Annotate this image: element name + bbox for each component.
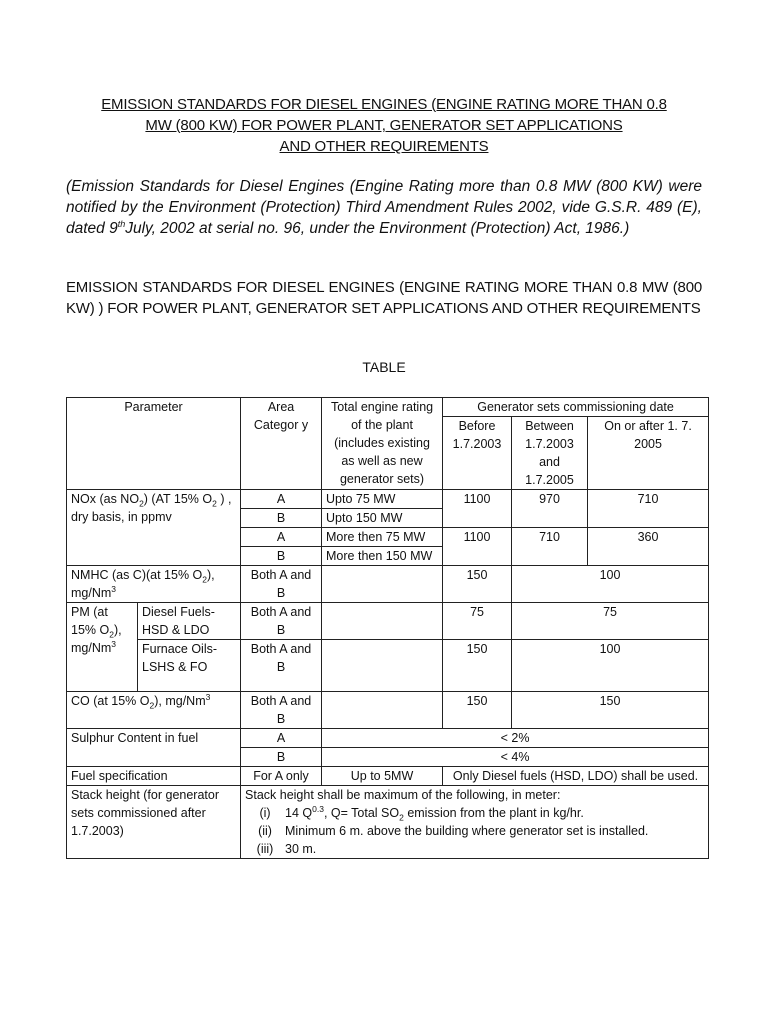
table-row [67,566,709,603]
rating-cell: More then 75 MW [322,528,443,547]
stack-list [245,804,704,858]
rating-cell: Upto 150 MW [322,509,443,528]
co-label: CO (at 15% $O_2$), mg/Nm$^3$ [67,692,241,729]
area-cell: Both A and B [241,603,322,640]
stack-requirements [241,786,709,859]
area-cell: B [241,509,322,528]
value-cell: 1100 [443,490,512,528]
table-row [67,767,709,786]
area-cell: Both A and B [241,692,322,729]
sulphur-label: Sulphur Content in fuel [67,729,241,767]
header-row [67,398,709,417]
header-commissioning: Generator sets commissioning date [443,398,709,417]
value-cell: 1100 [443,528,512,566]
header-area: Area Categor y [241,398,322,490]
rating-cell: Up to 5MW [322,767,443,786]
rating-cell [322,603,443,640]
value-cell: 360 [588,528,709,566]
header-rating: Total engine rating of the plant (includes existing as well as new generator sets) [322,398,443,490]
stack-label: Stack height (for generator sets commissioned after 1.7.2003) [67,786,241,859]
header-parameter: Parameter [67,398,241,490]
value-cell: 75 [443,603,512,640]
title-line-1: EMISSION STANDARDS FOR DIESEL ENGINES (ENGINE RATING MORE THAN 0.8 [101,96,667,113]
table-caption: TABLE [362,359,406,375]
value-cell: 970 [512,490,588,528]
table-row [67,692,709,729]
fuel-label: Fuel specification [67,767,241,786]
pm-label: PM (at 15% $O_2$), mg/Nm$^3$ [67,603,138,692]
table-row [67,640,709,692]
area-cell: Both A and B [241,566,322,603]
table-row [67,490,709,509]
stack-intro: Stack height shall be maximum of the following, in meter: [245,788,561,802]
rating-cell: Upto 75 MW [322,490,443,509]
emission-standards-table [66,397,709,859]
nox-label: NOx (as $NO_2$) (AT 15% $O_2$ ) , dry basis, in ppmv [67,490,241,566]
list-item: (iii) 30 m. [256,842,317,856]
value-cell: 150 [512,692,709,729]
header-before: Before 1.7.2003 [443,417,512,490]
list-item: (ii) Minimum 6 m. above the building where generator set is installed. [258,824,649,838]
table-row [67,786,709,859]
rating-cell [322,692,443,729]
value-cell: < 4% [322,748,709,767]
title-line-3: AND OTHER REQUIREMENTS [279,138,489,155]
area-cell: A [241,490,322,509]
notification-note: (Emission Standards for Diesel Engines (Engine Rating more than 0.8 MW (800 KW) were notified by the Environment (Protection) Third Amendment Rules 2002, vide G.S.R. 489 (E), dated 9thJuly, 2002 at serial no. 96, under the Environment (Protection) Act, 1986.) [66,178,702,237]
value-cell: 75 [512,603,709,640]
rating-cell: More then 150 MW [322,547,443,566]
pm-furnace-label: Furnace Oils- LSHS & FO [138,640,241,692]
area-cell: For A only [241,767,322,786]
value-cell: Only Diesel fuels (HSD, LDO) shall be used. [443,767,709,786]
section-heading: EMISSION STANDARDS FOR DIESEL ENGINES (ENGINE RATING MORE THAN 0.8 MW (800 KW) ) FOR POWER PLANT, GENERATOR SET APPLICATIONS AND OTHER REQUIREMENTS [66,279,702,317]
value-cell: 150 [443,640,512,692]
header-between: Between 1.7.2003 and 1.7.2005 [512,417,588,490]
title-line-2: MW (800 KW) FOR POWER PLANT, GENERATOR SET APPLICATIONS [145,117,623,134]
value-cell: < 2% [322,729,709,748]
rating-cell [322,566,443,603]
value-cell: 100 [512,640,709,692]
nmhc-label: NMHC (as C)(at 15% $O_2$), mg/Nm$^3$ [67,566,241,603]
list-item: (i) 14 $Q^{0.3}$, Q= Total $SO_2$ emission from the plant in kg/hr. [259,803,584,823]
table-row [67,729,709,748]
area-cell: Both A and B [241,640,322,692]
area-cell: A [241,729,322,748]
area-cell: A [241,528,322,547]
table-row [67,603,709,640]
document-title [60,94,708,157]
value-cell: 710 [588,490,709,528]
value-cell: 100 [512,566,709,603]
pm-diesel-label: Diesel Fuels- HSD & LDO [138,603,241,640]
rating-cell [322,640,443,692]
area-cell: B [241,748,322,767]
value-cell: 150 [443,566,512,603]
header-after: On or after 1. 7. 2005 [588,417,709,490]
value-cell: 150 [443,692,512,729]
value-cell: 710 [512,528,588,566]
area-cell: B [241,547,322,566]
